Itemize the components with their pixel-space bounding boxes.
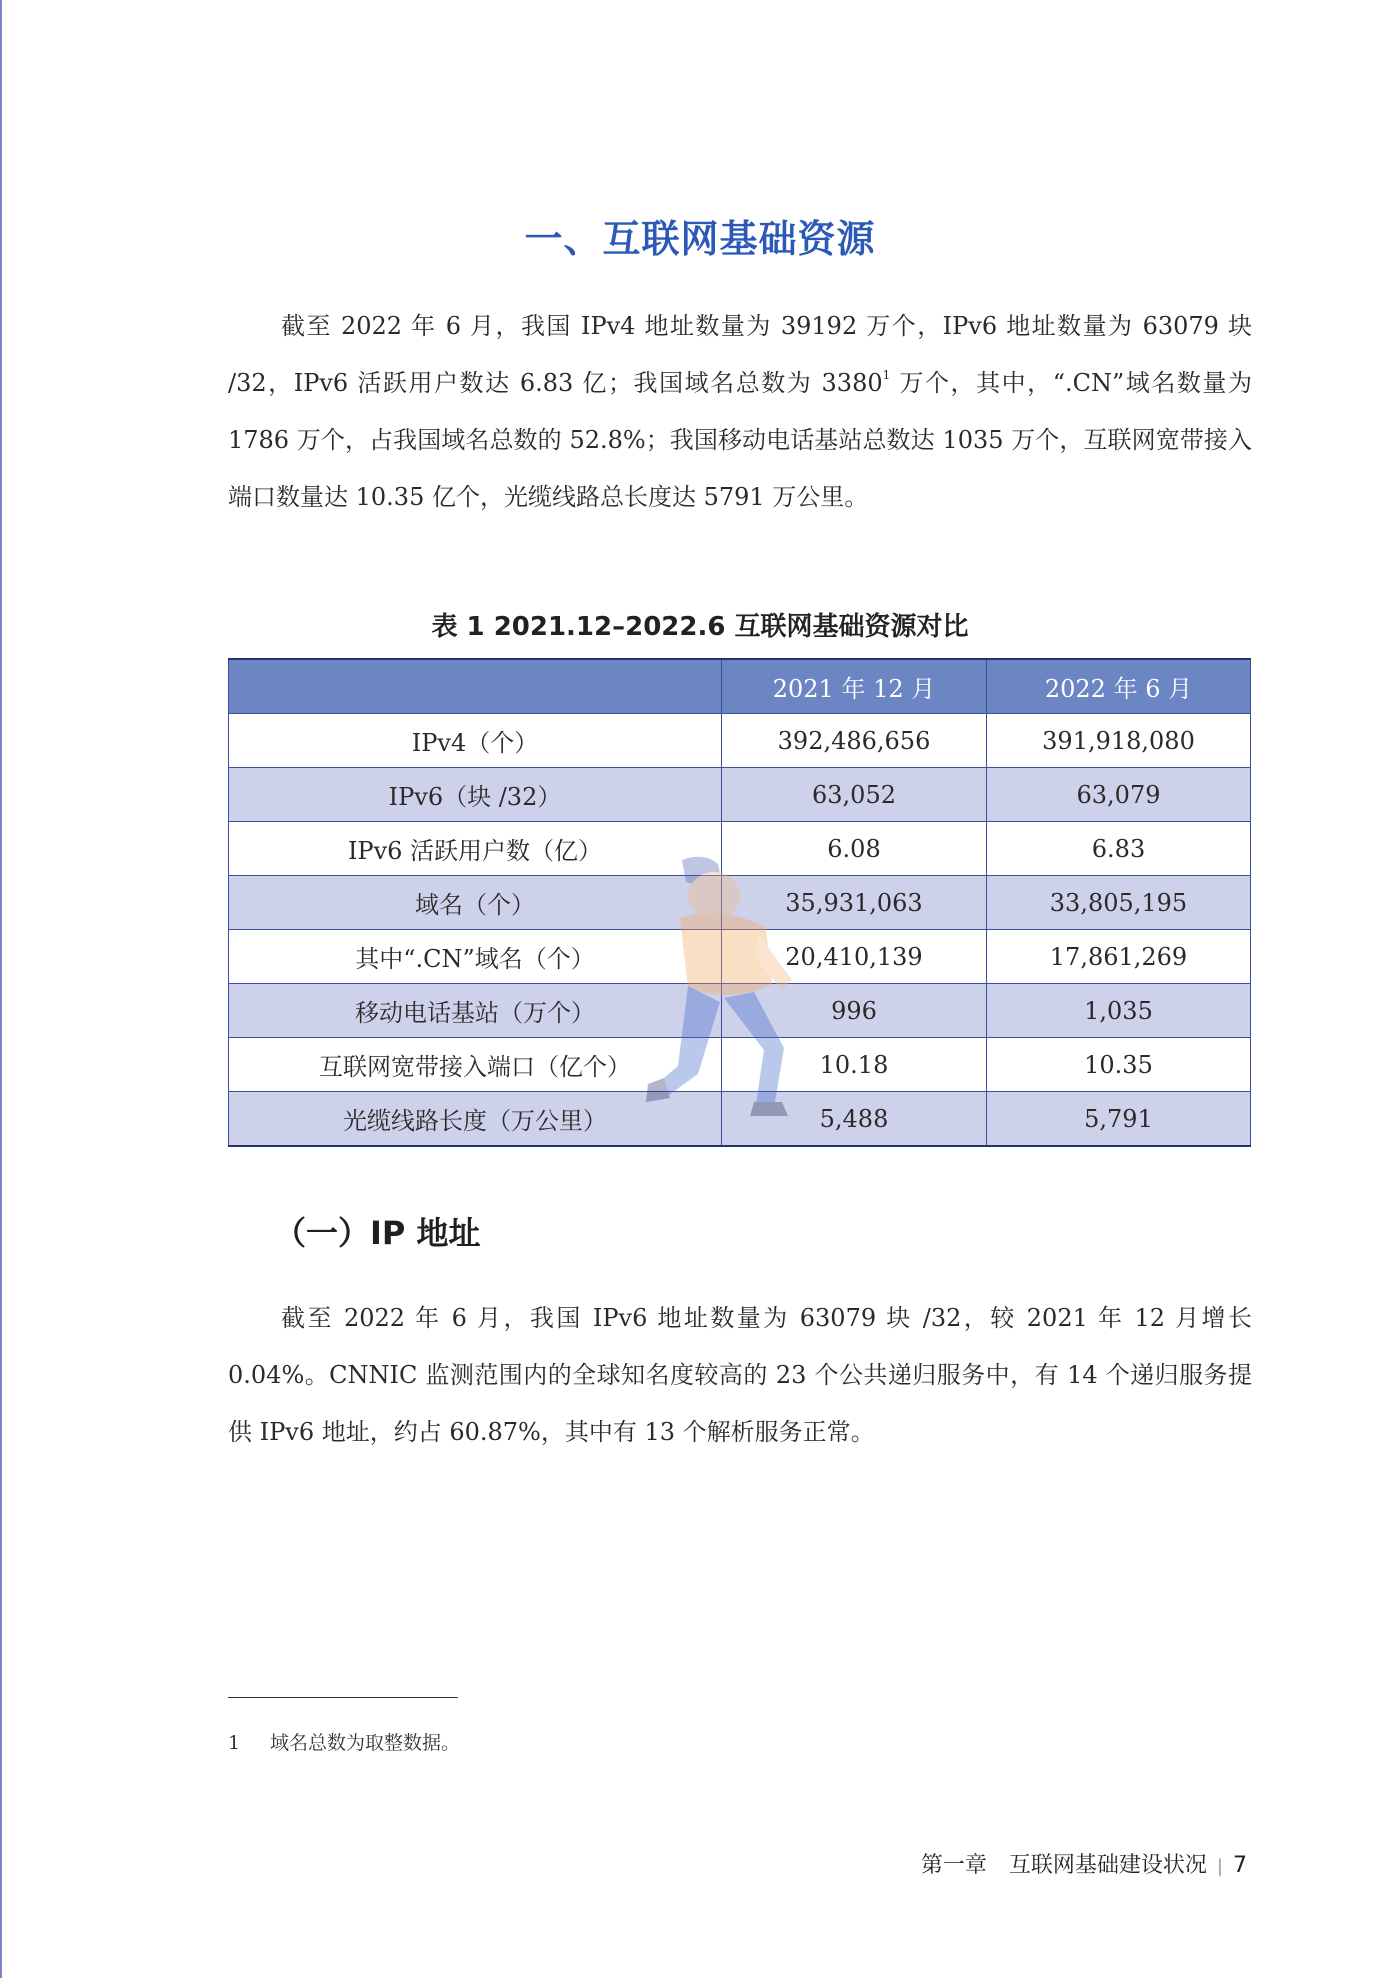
value-2022-06: 63,079: [987, 768, 1251, 822]
row-label: 域名（个）: [229, 876, 722, 930]
resource-comparison-table: [228, 658, 1251, 1147]
value-2022-06: 6.83: [987, 822, 1251, 876]
page-footer: [921, 1848, 1247, 1879]
value-2021-12: 10.18: [722, 1038, 987, 1092]
value-2021-12: 63,052: [722, 768, 987, 822]
value-2021-12: 6.08: [722, 822, 987, 876]
table-row: [229, 930, 1251, 984]
footer-separator: |: [1216, 1856, 1223, 1877]
footnote-ref[interactable]: 1: [882, 368, 891, 382]
header-2022-06: 2022 年 6 月: [987, 659, 1251, 714]
footnote-divider: [228, 1697, 458, 1698]
row-label: 光缆线路长度（万公里）: [229, 1092, 722, 1147]
footnote-text: 域名总数为取整数据。: [270, 1732, 461, 1754]
intro-text-part1: 截至 2022 年 6 月，我国 IPv4 地址数量为 39192 万个，IPv6 地址数量为 63079 块 /32，IPv6 活跃用户数达 6.83 亿；我国域名总数为 3380: [228, 312, 1252, 397]
row-label: 互联网宽带接入端口（亿个）: [229, 1038, 722, 1092]
page-number: 7: [1233, 1853, 1247, 1878]
table-row: [229, 1038, 1251, 1092]
value-2021-12: 392,486,656: [722, 714, 987, 768]
subsection-title: （一）IP 地址: [274, 1214, 481, 1252]
ip-paragraph: [228, 1290, 1252, 1461]
value-2022-06: 33,805,195: [987, 876, 1251, 930]
table-header-row: [229, 659, 1251, 714]
row-label: IPv4（个）: [229, 714, 722, 768]
value-2021-12: 35,931,063: [722, 876, 987, 930]
value-2021-12: 5,488: [722, 1092, 987, 1147]
table-row: [229, 822, 1251, 876]
row-label: IPv6（块 /32）: [229, 768, 722, 822]
row-label: 移动电话基站（万个）: [229, 984, 722, 1038]
footnote: [228, 1728, 460, 1755]
chapter-label: 第一章 互联网基础建设状况: [920, 1853, 1207, 1878]
value-2022-06: 17,861,269: [987, 930, 1251, 984]
row-label: IPv6 活跃用户数（亿）: [229, 822, 722, 876]
table-row: [229, 984, 1251, 1038]
intro-text-part2: 万个，其中，“.CN”域名数量为 1786 万个，占我国域名总数的 52.8%；我国移动电话基站总数达 1035 万个，互联网宽带接入端口数量达 10.35 亿个，光缆线路总长度达 5791 万公里。: [228, 369, 1252, 511]
ip-paragraph-text: 截至 2022 年 6 月，我国 IPv6 地址数量为 63079 块 /32，较 2021 年 12 月增长 0.04%。CNNIC 监测范围内的全球知名度较高的 23 个公共递归服务中，有 14 个递归服务提供 IPv6 地址，约占 60.87%，其中有 13 个解析服务正常。: [228, 1304, 1252, 1446]
row-label: 其中“.CN”域名（个）: [229, 930, 722, 984]
value-2022-06: 10.35: [987, 1038, 1251, 1092]
table-row: [229, 714, 1251, 768]
value-2022-06: 1,035: [987, 984, 1251, 1038]
table-row: [229, 768, 1251, 822]
value-2022-06: 5,791: [987, 1092, 1251, 1147]
page-edge-line: [0, 0, 2, 1978]
header-2021-12: 2021 年 12 月: [722, 659, 987, 714]
table-row: [229, 876, 1251, 930]
section-title: 一、互联网基础资源: [524, 217, 876, 261]
value-2021-12: 996: [722, 984, 987, 1038]
footnote-number: 1: [228, 1732, 241, 1754]
table-caption: 表 1 2021.12–2022.6 互联网基础资源对比: [431, 612, 969, 642]
intro-paragraph: [228, 298, 1252, 526]
table-row: [229, 1092, 1251, 1147]
header-blank: [229, 659, 722, 714]
value-2021-12: 20,410,139: [722, 930, 987, 984]
value-2022-06: 391,918,080: [987, 714, 1251, 768]
